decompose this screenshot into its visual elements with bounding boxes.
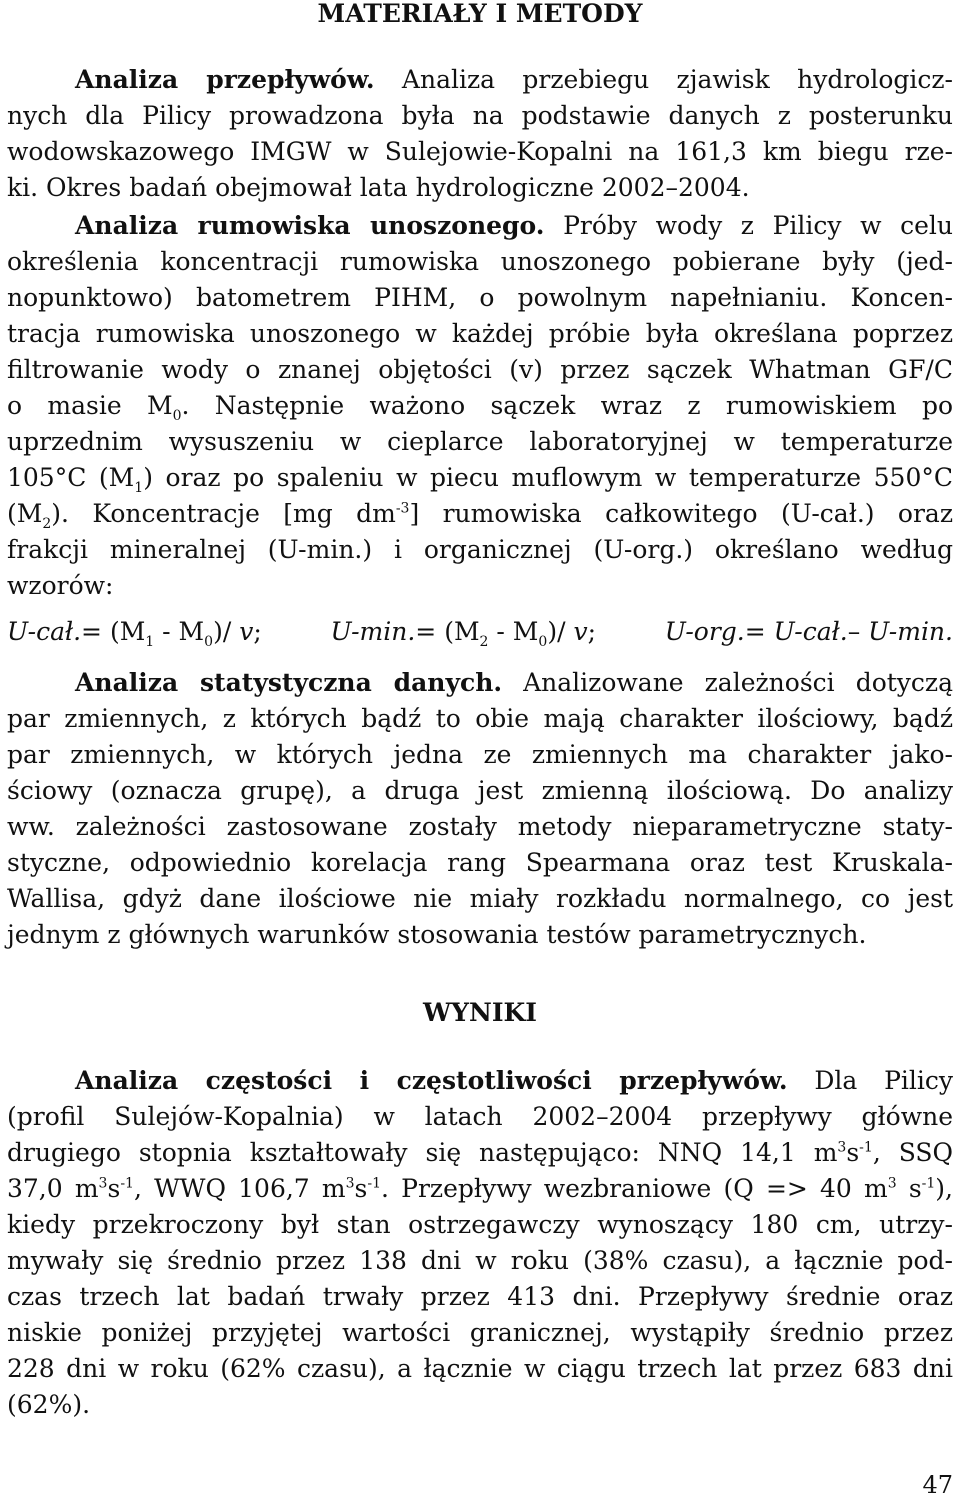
paragraph-line: nopunktowo) batometrem PIHM, o powolnym napełnianiu. Koncen- xyxy=(7,283,953,312)
paragraph-line: ściowy (oznacza grupę), a druga jest zmienną ilościową. Do analizy xyxy=(7,776,953,805)
paragraph-line: (62%). xyxy=(7,1390,91,1419)
page-number: 47 xyxy=(922,1471,953,1499)
paragraph-line: par zmiennych, z których bądź to obie mają charakter ilościowy, bądź xyxy=(7,704,953,733)
formula-row xyxy=(7,614,953,650)
paragraph-line: $(M_2)$. Koncentracje [mg $dm^{-3}$] rumowiska całkowitego (U-cał.) oraz xyxy=(7,499,953,532)
paragraph-line: wzorów: xyxy=(7,571,114,600)
paragraph-line: nych dla Pilicy prowadzona była na podstawie danych z posterunku xyxy=(7,101,953,130)
paragraph-line: Analiza przepływów. Analiza przebiegu zjawisk hydrologicz- xyxy=(75,65,954,94)
paragraph-line: o masie $M_0$. Następnie ważono sączek wraz z rumowiskiem po xyxy=(7,391,953,424)
paragraph-line: Analiza rumowiska unoszonego. Próby wody z Pilicy w celu xyxy=(75,211,953,240)
paragraph-line: drugiego stopnia kształtowały się następująco: NNQ 14,1 $m^3s^{-1}$, SSQ xyxy=(7,1138,954,1167)
paragraph-line: 228 dni w roku (62% czasu), a łącznie w ciągu trzech lat przez 683 dni xyxy=(7,1354,953,1383)
paragraph-line: Analiza statystyczna danych. Analizowane zależności dotyczą xyxy=(75,668,953,697)
paragraph-line: tracja rumowiska unoszonego w każdej próbie była określana poprzez xyxy=(7,319,953,348)
paragraph-line: jednym z głównych warunków stosowania testów parametrycznych. xyxy=(7,920,867,949)
paragraph-label: Analiza przepływów. xyxy=(75,65,375,94)
paragraph-line: ki. Okres badań obejmował lata hydrologiczne 2002–2004. xyxy=(7,173,750,202)
formula-u-org: U-org.= U-cał.– U-min. xyxy=(664,617,953,646)
formula-u-min: $U-\min.= (M_2 - M_0)/$ v; xyxy=(330,617,597,650)
paragraph-line: niskie poniżej przyjętej wartości granicznej, wystąpiły średnio przez xyxy=(7,1318,953,1347)
paragraph-line: (profil Sulejów-Kopalnia) w latach 2002–2004 przepływy główne xyxy=(7,1102,953,1131)
paragraph-line: 37,0 $m^3s^{-1}$, WWQ 106,7 $m^3s^{-1}$. Przepływy wezbraniowe (Q => 40 $m^3$ $s^{-1}$), xyxy=(7,1174,953,1203)
paragraph-line: określenia koncentracji rumowiska unoszonego pobierane były (jed- xyxy=(7,247,953,276)
paragraph-line: Analiza częstości i częstotliwości przepływów. Dla Pilicy xyxy=(75,1066,953,1095)
formula-u-cal: U-cał.= $(M_1 - M_0)/$ v; xyxy=(7,617,262,650)
paragraph-label: Analiza częstości i częstotliwości przepływów. xyxy=(75,1066,788,1095)
paragraph-line: 105°C $(M_1)$ oraz po spaleniu w piecu muflowym w temperaturze 550°C xyxy=(7,463,954,496)
paragraph-line: kiedy przekroczony był stan ostrzegawczy wynoszący 180 cm, utrzy- xyxy=(7,1210,953,1239)
paragraph-line: styczne, odpowiednio korelacja rang Spearmana oraz test Kruskala- xyxy=(7,848,953,877)
paragraph-line: par zmiennych, w których jedna ze zmiennych ma charakter jako- xyxy=(7,740,953,769)
section-heading-results: WYNIKI xyxy=(423,998,537,1027)
paragraph-line: Wallisa, gdyż dane ilościowe nie miały rozkładu normalnego, co jest xyxy=(7,884,953,913)
paragraph-line: ww. zależności zastosowane zostały metody nieparametryczne staty- xyxy=(7,812,953,841)
paragraph-line: wodowskazowego IMGW w Sulejowie-Kopalni na 161,3 km biegu rze- xyxy=(7,137,953,166)
paragraph-label: Analiza statystyczna danych. xyxy=(75,668,503,697)
paragraph-label: Analiza rumowiska unoszonego. xyxy=(75,211,545,240)
paragraph-line: frakcji mineralnej (U-min.) i organicznej (U-org.) określano według xyxy=(7,535,953,564)
paragraph-line: filtrowanie wody o znanej objętości (v) przez sączek Whatman GF/C xyxy=(7,355,953,384)
paragraph-line: uprzednim wysuszeniu w cieplarce laboratoryjnej w temperaturze xyxy=(7,427,953,456)
section-heading-materials: MATERIAŁY I METODY xyxy=(317,0,643,28)
paragraph-line: mywały się średnio przez 138 dni w roku (38% czasu), a łącznie pod- xyxy=(7,1246,953,1275)
paragraph-line: czas trzech lat badań trwały przez 413 dni. Przepływy średnie oraz xyxy=(7,1282,953,1311)
